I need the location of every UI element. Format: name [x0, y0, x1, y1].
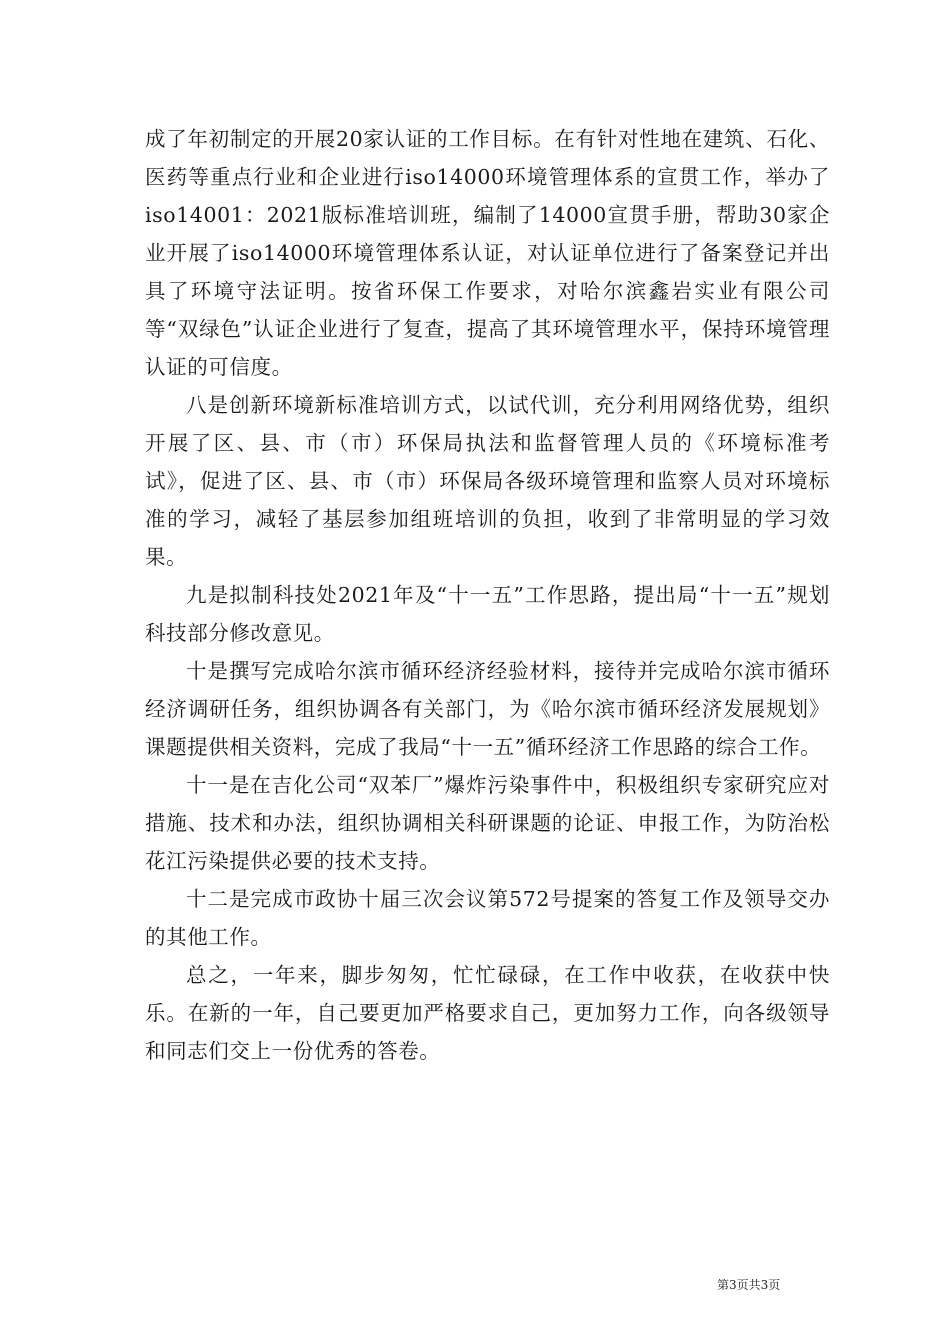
paragraph-summary: 总之，一年来，脚步匆匆，忙忙碌碌，在工作中收获，在收获中快乐。在新的一年，自己要更加严格要求自己，更加努力工作，向各级领导和同志们交上一份优秀的答卷。 [145, 963, 830, 1063]
paragraph-item-8: 八是创新环境新标准培训方式，以试代训，充分利用网络优势，组织开展了区、县、市（市）环保局执法和监督管理人员的《环境标准考试》，促进了区、县、市（市）环保局各级环境管理和监察人员对环境标准的学习，减轻了基层参加组班培训的负担，收到了非常明显的学习效果。 [145, 393, 830, 569]
page-number: 第3页共3页 [717, 1278, 781, 1292]
document-body [145, 120, 830, 1070]
paragraph-continuation: 成了年初制定的开展20家认证的工作目标。在有针对性地在建筑、石化、医药等重点行业和企业进行iso14000环境管理体系的宣贯工作，举办了iso14001：2021版标准培训班，编制了14000宣贯手册，帮助30家企业开展了iso14000环境管理体系认证，对认证单位进行了备案登记并出具了环境守法证明。按省环保工作要求，对哈尔滨鑫岩实业有限公司等“双绿色”认证企业进行了复查，提高了其环境管理水平，保持环境管理认证的可信度。 [145, 127, 830, 379]
paragraph-item-10: 十是撰写完成哈尔滨市循环经济经验材料，接待并完成哈尔滨市循环经济调研任务，组织协调各有关部门，为《哈尔滨市循环经济发展规划》课题提供相关资料，完成了我局“十一五”循环经济工作思路的综合工作。 [145, 659, 830, 759]
paragraph-item-12: 十二是完成市政协十届三次会议第572号提案的答复工作及领导交办的其他工作。 [145, 887, 830, 949]
paragraph-item-9: 九是拟制科技处2021年及“十一五”工作思路，提出局“十一五”规划科技部分修改意见。 [145, 583, 830, 645]
paragraph-item-11: 十一是在吉化公司“双苯厂”爆炸污染事件中，积极组织专家研究应对措施、技术和办法，组织协调相关科研课题的论证、申报工作，为防治松花江污染提供必要的技术支持。 [145, 773, 830, 873]
